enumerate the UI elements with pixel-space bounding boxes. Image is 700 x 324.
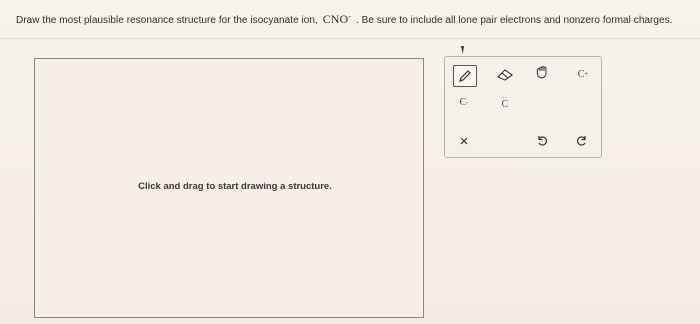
lone-pair-dots: .. [502, 92, 508, 100]
cursor-pointer-icon [461, 46, 464, 54]
carbanion-label: C [459, 96, 467, 108]
lone-pair-tool-button[interactable] [495, 93, 515, 111]
hand-icon [534, 65, 552, 81]
clear-button[interactable] [455, 133, 473, 149]
lone-pair-stack [502, 94, 509, 110]
carbocation-tool-button[interactable] [573, 65, 593, 83]
move-tool-button[interactable] [531, 63, 555, 83]
pencil-tool-button[interactable] [453, 65, 477, 87]
question-prefix: Draw the most plausible resonance structure for the isocyanate ion, [16, 15, 318, 26]
undo-button[interactable] [532, 133, 552, 149]
header-divider [0, 38, 700, 39]
anion-charge-label: - [466, 98, 469, 106]
carbocation-label: C [577, 68, 585, 80]
drawing-canvas[interactable] [34, 58, 424, 318]
redo-icon [576, 135, 588, 147]
ion-formula-text: CNO [322, 12, 349, 26]
undo-icon [536, 135, 548, 147]
eraser-tool-button[interactable] [493, 65, 517, 85]
ion-charge: - [348, 12, 351, 21]
redo-button[interactable] [572, 133, 592, 149]
x-icon [459, 136, 469, 146]
pencil-icon [458, 69, 472, 83]
question-suffix: . Be sure to include all lone pair electrons and nonzero formal charges. [355, 15, 673, 26]
lone-pair-carbon-label: C [501, 99, 509, 110]
canvas-hint: Click and drag to start drawing a structure. [138, 181, 332, 192]
eraser-icon [495, 68, 515, 82]
drawing-toolbar [444, 56, 602, 158]
cation-charge-label: + [584, 70, 589, 78]
carbanion-tool-button[interactable] [453, 93, 475, 111]
ion-formula [323, 12, 354, 26]
question-text [16, 12, 673, 27]
